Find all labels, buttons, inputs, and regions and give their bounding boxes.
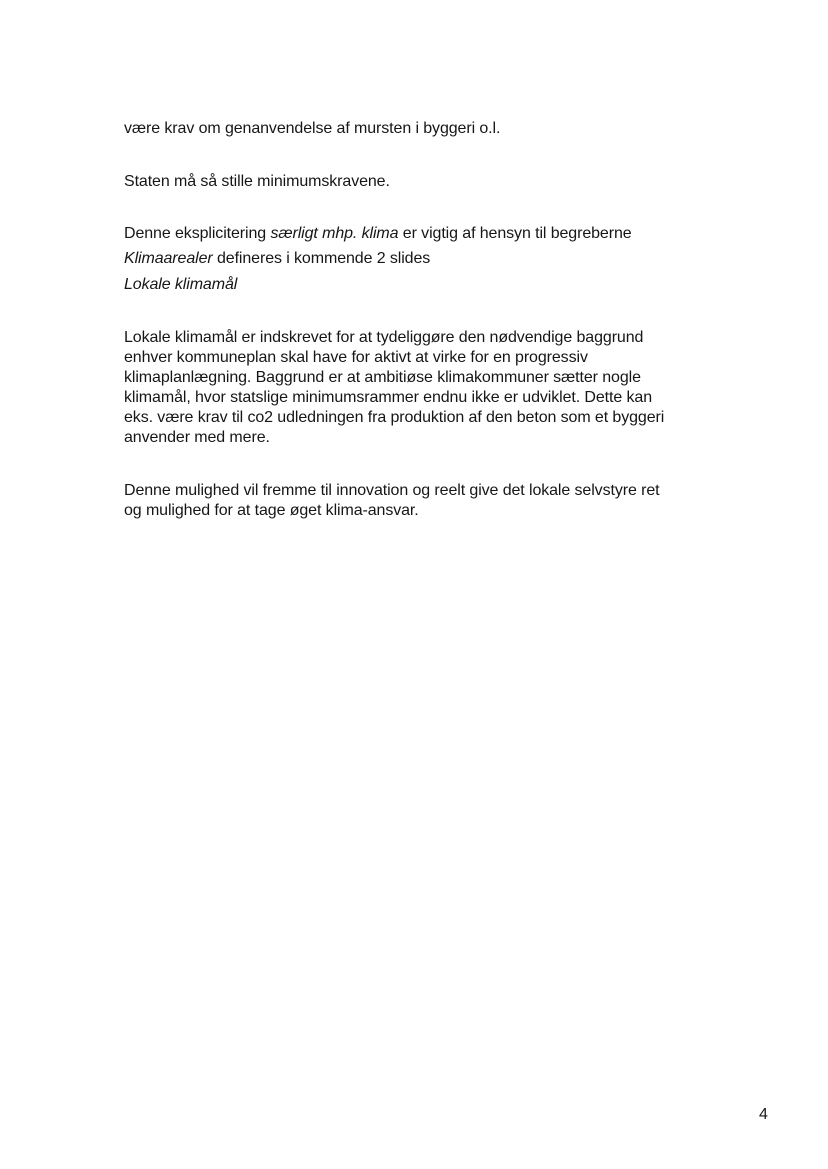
text-line-mursten: være krav om genanvendelse af mursten i byggeri o.l. bbox=[124, 120, 501, 137]
paragraph-line: og mulighed for at tage øget klima-ansvar. bbox=[124, 502, 419, 519]
paragraph-line: Lokale klimamål er indskrevet for at tydeliggøre den nødvendige baggrund bbox=[124, 329, 644, 346]
text-line-lokale-klimamaal bbox=[124, 275, 237, 295]
text-line-eksplicitering bbox=[124, 224, 632, 244]
text-prefix: Denne eksplicitering bbox=[124, 225, 271, 242]
text-line-klimaarealer bbox=[124, 249, 430, 269]
paragraph-line: enhver kommuneplan skal have for aktivt at virke for en progressiv bbox=[124, 349, 588, 366]
paragraph-line: klimaplanlægning. Baggrund er at ambitiøse klimakommuner sætter nogle bbox=[124, 369, 641, 386]
paragraph-innovation bbox=[124, 481, 724, 521]
page-number: 4 bbox=[759, 1106, 768, 1123]
text-line-staten: Staten må så stille minimumskravene. bbox=[124, 173, 390, 190]
paragraph-line: Denne mulighed vil fremme til innovation og reelt give det lokale selvstyre ret bbox=[124, 482, 660, 499]
text-suffix: er vigtig af hensyn til begreberne bbox=[398, 225, 632, 242]
paragraph-lokale-klimamaal bbox=[124, 328, 724, 448]
paragraph-line: eks. være krav til co2 udledningen fra produktion af den beton som et byggeri bbox=[124, 409, 665, 426]
emphasis-klimaarealer: Klimaarealer bbox=[124, 250, 213, 267]
text-suffix: defineres i kommende 2 slides bbox=[212, 250, 431, 267]
emphasis-klima: særligt mhp. klima bbox=[270, 225, 399, 242]
paragraph-line: anvender med mere. bbox=[124, 429, 270, 446]
emphasis-lokale-klimamaal: Lokale klimamål bbox=[124, 276, 238, 293]
paragraph-line: klimamål, hvor statslige minimumsrammer endnu ikke er udviklet. Dette kan bbox=[124, 389, 652, 406]
